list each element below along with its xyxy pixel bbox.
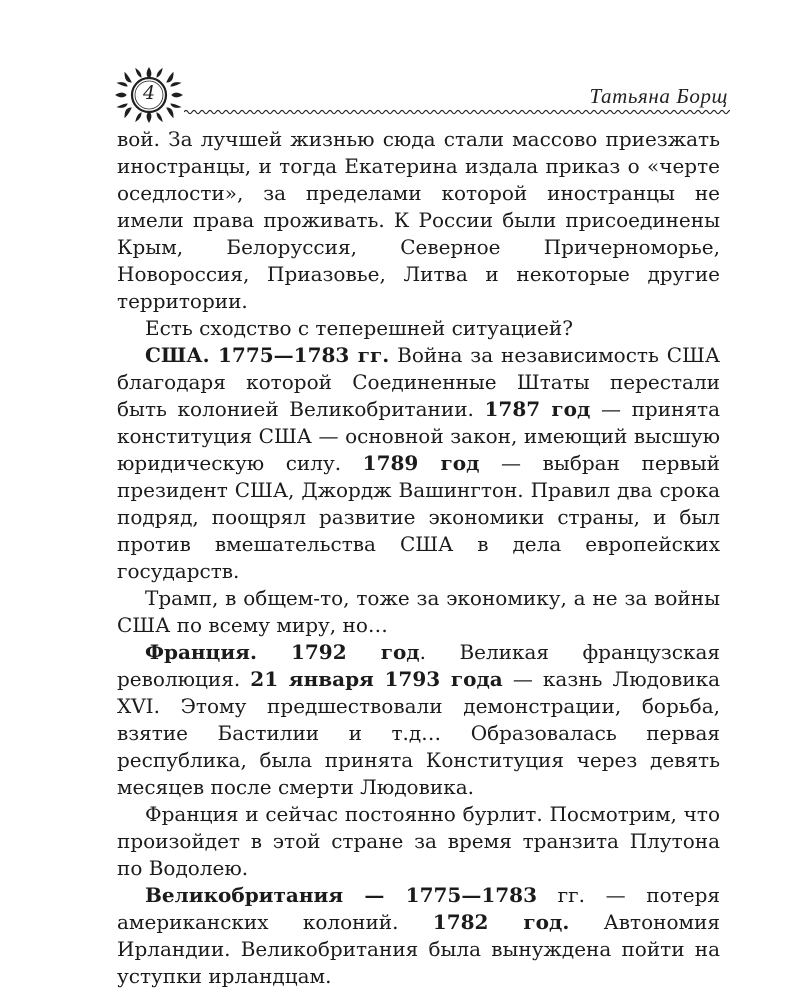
wavy-divider-line <box>184 108 730 116</box>
body-text <box>117 126 720 990</box>
bold-heading-text: Великобритания — 1775—1783 <box>145 883 537 907</box>
paragraph <box>117 801 720 882</box>
paragraph-text: . Великая французская революция. <box>117 640 720 691</box>
bold-heading-text: 1782 год. <box>432 910 570 934</box>
paragraph <box>117 342 720 585</box>
bold-heading-text: 21 января 1793 года <box>250 667 503 691</box>
bold-heading-text: Франция. 1792 год <box>145 640 420 664</box>
paragraph-text: вой. За лучшей жизнью сюда стали массово приезжать иностранцы, и тогда Екатерина издала приказ о «черте оседлости», за пределами которой иностранцы не имели права проживать. К России были присоединены Крым, Белоруссия, Северное Причерноморье, Новороссия, Приазовье, Литва и некоторые другие территории. <box>117 127 720 313</box>
paragraph-text: Франция и сейчас постоянно бурлит. Посмотрим, что произойдет в этой стране за время транзита Плутона по Водолею. <box>117 802 720 880</box>
paragraph <box>117 315 720 342</box>
paragraph <box>117 126 720 315</box>
paragraph-text: Есть сходство с теперешней ситуацией? <box>145 316 573 340</box>
paragraph <box>117 639 720 801</box>
bold-heading-text: США. 1775—1783 гг. <box>145 343 390 367</box>
paragraph-text: — выбран первый президент США, Джордж Вашингтон. Правил два срока подряд, поощрял развитие экономики страны, и был против вмешательства США в дела европейских государств. <box>117 451 720 583</box>
author-name: Татьяна Борщ <box>589 84 728 108</box>
bold-heading-text: 1787 год <box>484 397 591 421</box>
running-header <box>110 64 730 126</box>
paragraph <box>117 585 720 639</box>
page-number: 4 <box>142 82 156 104</box>
paragraph-text: — казнь Людовика XVI. Этому предшествовали демонстрации, борьба, взятие Бастилии и т.д… Образовалась первая республика, была принята Конституция через девять месяцев после смерти Людовика. <box>117 667 720 799</box>
paragraph-text: Война за независимость США благодаря которой Соединенные Штаты перестали быть колонией Великобритании. <box>117 343 720 421</box>
paragraph-text: Трамп, в общем-то, тоже за экономику, а не за войны США по всему миру, но… <box>117 586 720 637</box>
paragraph-text: гг. — потеря американских колоний. <box>117 883 720 934</box>
paragraph <box>117 882 720 990</box>
paragraph-text: — принята конституция США — основной закон, имеющий высшую юридическую силу. <box>117 397 720 475</box>
paragraph-text: Автономия Ирландии. Великобритания была вынуждена пойти на уступки ирландцам. <box>117 910 720 988</box>
bold-heading-text: 1789 год <box>362 451 480 475</box>
